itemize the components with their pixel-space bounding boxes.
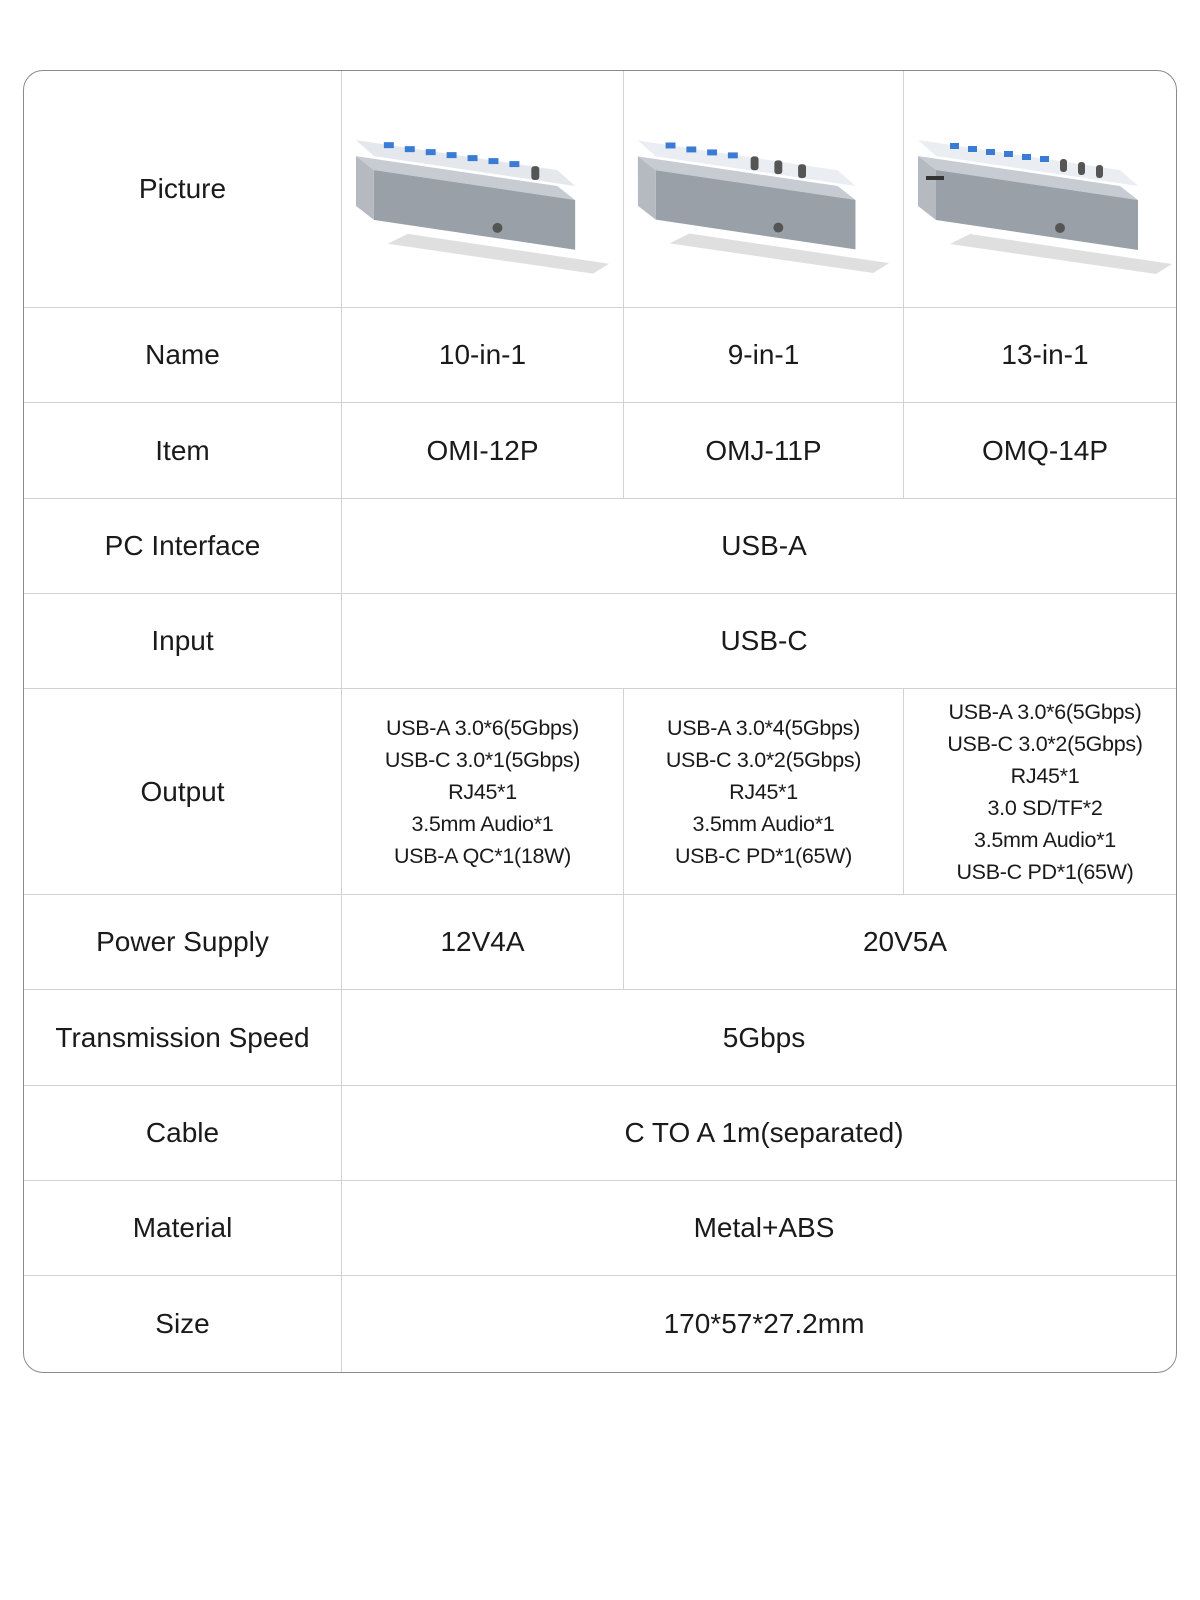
item-omi-12p: OMI-12P (342, 403, 624, 499)
output-line: RJ45*1 (448, 779, 517, 804)
row-label-power-supply: Power Supply (24, 895, 342, 990)
input-value: USB-C (342, 594, 1177, 689)
output-line: USB-C 3.0*2(5Gbps) (665, 747, 862, 772)
output-line: RJ45*1 (1010, 763, 1080, 788)
size-value: 170*57*27.2mm (663, 1308, 865, 1339)
row-label-pc-interface: PC Interface (24, 499, 342, 594)
row-label-name: Name (24, 308, 342, 403)
usb-hub-10-in-1-icon (348, 104, 617, 274)
item-omq-14p: OMQ-14P (904, 403, 1177, 499)
row-label-output: Output (24, 689, 342, 895)
row-label-picture: Picture (24, 71, 342, 308)
output-line: USB-A 3.0*6(5Gbps) (948, 699, 1142, 724)
name-10-in-1: 10-in-1 (342, 308, 624, 403)
output-line: RJ45*1 (729, 779, 798, 804)
row-label-item: Item (24, 403, 342, 499)
name-9-in-1: 9-in-1 (624, 308, 904, 403)
hub-image-13-in-1 (904, 71, 1177, 308)
power-supply-9-13-in-1: 20V5A (624, 895, 1177, 990)
row-label-input: Input (24, 594, 342, 689)
spec-comparison-table (23, 70, 1177, 1373)
output-line: USB-C 3.0*2(5Gbps) (947, 731, 1143, 756)
output-line: USB-C PD*1(65W) (956, 859, 1134, 884)
output-line: USB-A 3.0*6(5Gbps) (386, 715, 579, 740)
hub-image-9-in-1 (624, 71, 904, 308)
row-label-cable: Cable (24, 1086, 342, 1181)
output-line: 3.5mm Audio*1 (974, 827, 1116, 852)
output-line: USB-A 3.0*4(5Gbps) (667, 715, 860, 740)
output-list-10-in-1 (342, 689, 624, 895)
output-line: USB-A QC*1(18W) (393, 843, 572, 868)
output-line: 3.5mm Audio*1 (692, 811, 835, 836)
usb-hub-13-in-1-icon (910, 104, 1177, 274)
item-omj-11p: OMJ-11P (624, 403, 904, 499)
output-list-9-in-1 (624, 689, 904, 895)
row-label-transmission-speed: Transmission Speed (24, 990, 342, 1086)
output-line: USB-C PD*1(65W) (674, 843, 853, 868)
name-13-in-1: 13-in-1 (904, 308, 1177, 403)
usb-hub-9-in-1-icon (630, 104, 897, 274)
pc-interface-value: USB-A (342, 499, 1177, 594)
output-list-13-in-1 (904, 689, 1177, 895)
output-line: 3.0 SD/TF*2 (987, 795, 1103, 820)
output-line: USB-C 3.0*1(5Gbps) (384, 747, 581, 772)
row-label-size: Size (24, 1276, 342, 1372)
transmission-speed-value: 5Gbps (342, 990, 1177, 1086)
hub-image-10-in-1 (342, 71, 624, 308)
cable-value: C TO A 1m(separated) (342, 1086, 1177, 1181)
material-value: Metal+ABS (342, 1181, 1177, 1276)
power-supply-10-in-1: 12V4A (342, 895, 624, 990)
output-line: 3.5mm Audio*1 (411, 811, 554, 836)
row-label-material: Material (24, 1181, 342, 1276)
